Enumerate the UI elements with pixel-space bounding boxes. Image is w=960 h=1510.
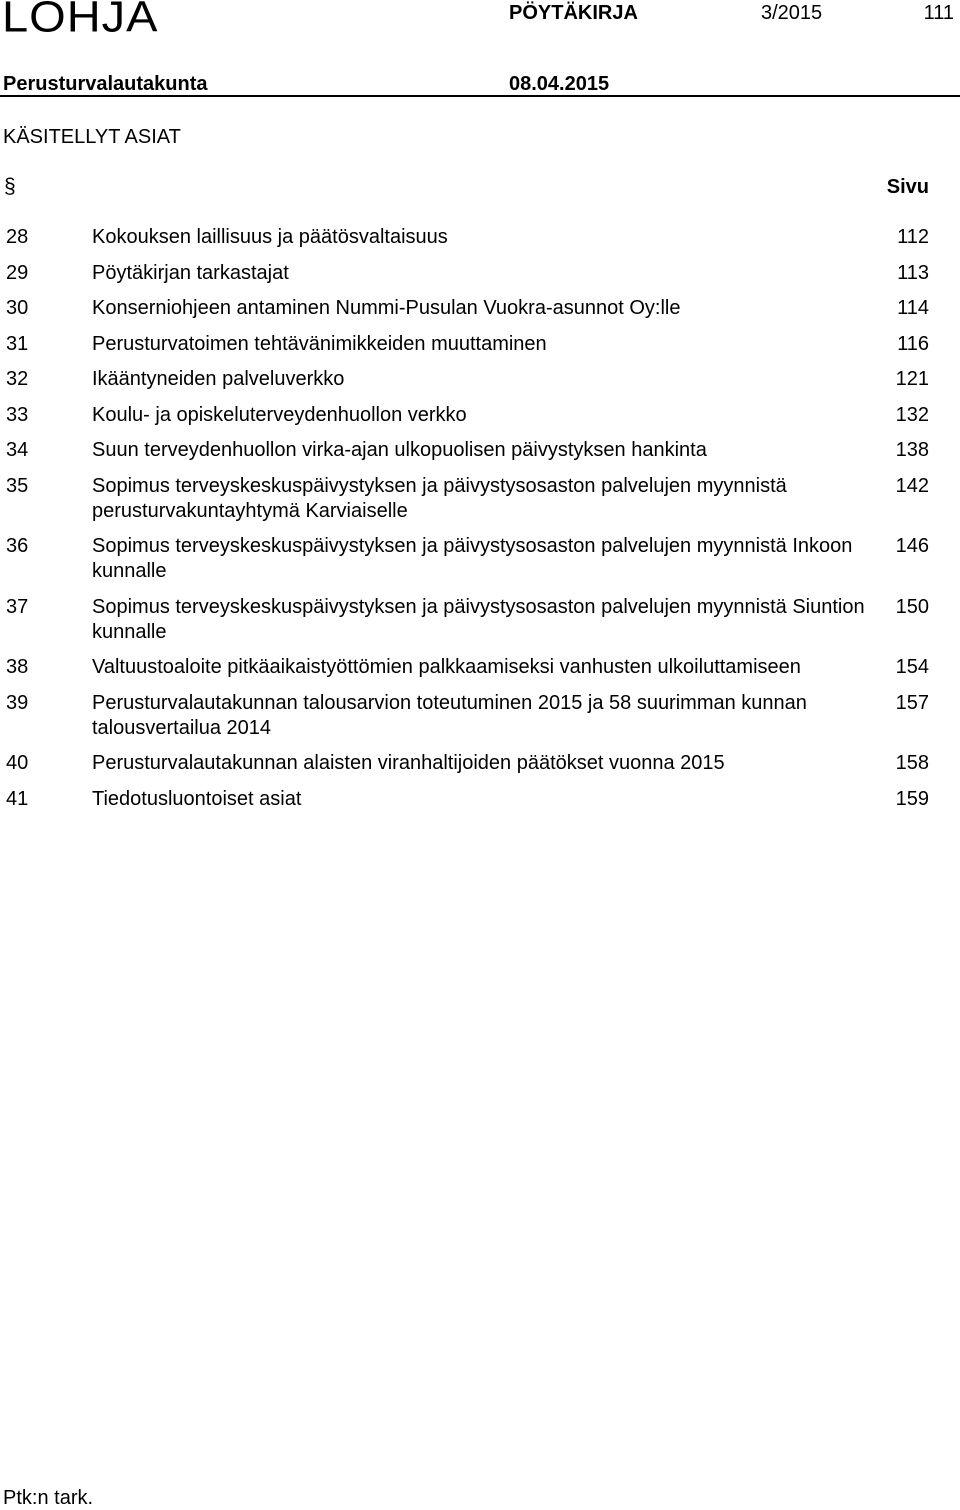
item-number: 33 bbox=[6, 403, 29, 426]
item-title: Valtuustoaloite pitkäaikaistyöttömien palkkaamiseksi vanhusten ulkoiluttamiseen bbox=[92, 656, 801, 678]
item-number: 28 bbox=[6, 226, 29, 248]
item-page: 159 bbox=[895, 787, 929, 810]
document-type: PÖYTÄKIRJA bbox=[509, 2, 638, 24]
item-page: 157 bbox=[895, 691, 929, 714]
toc-item bbox=[0, 438, 960, 463]
item-page: 154 bbox=[895, 656, 929, 678]
item-title: Perusturvatoimen tehtävänimikkeiden muuttaminen bbox=[92, 332, 547, 355]
item-page: 116 bbox=[897, 332, 929, 355]
item-title: Pöytäkirjan tarkastajat bbox=[92, 261, 289, 284]
item-title: Tiedotusluontoiset asiat bbox=[92, 787, 302, 810]
item-number: 29 bbox=[6, 261, 29, 284]
item-number: 39 bbox=[6, 691, 29, 714]
item-page: 138 bbox=[895, 439, 929, 461]
contents-list bbox=[0, 225, 960, 822]
item-number: 35 bbox=[6, 474, 29, 497]
document-number: 3/2015 bbox=[761, 2, 823, 24]
item-title: Perusturvalautakunnan talousarvion toteutuminen 2015 ja 58 suurimman kunnan talousvertailua 2014 bbox=[92, 691, 807, 739]
item-title: Perusturvalautakunnan alaisten viranhaltijoiden päätökset vuonna 2015 bbox=[92, 752, 725, 774]
item-page: 142 bbox=[895, 474, 929, 497]
toc-item bbox=[0, 534, 960, 584]
item-title: Koulu- ja opiskeluterveydenhuollon verkko bbox=[92, 403, 467, 426]
toc-item bbox=[0, 655, 960, 680]
page-column-heading: Sivu bbox=[886, 176, 929, 198]
toc-item bbox=[0, 595, 960, 645]
item-number: 37 bbox=[6, 595, 29, 618]
item-title: Sopimus terveyskeskuspäivystyksen ja päivystysosaston palvelujen myynnistä Inkoon kunnalle bbox=[92, 535, 853, 582]
toc-item bbox=[0, 225, 960, 250]
item-page: 112 bbox=[897, 226, 929, 248]
meeting-date: 08.04.2015 bbox=[509, 73, 610, 95]
item-title: Ikääntyneiden palveluverkko bbox=[92, 368, 345, 390]
item-page: 132 bbox=[895, 403, 929, 426]
lohja-logo: LOHJA bbox=[2, 0, 159, 41]
toc-item bbox=[0, 787, 960, 812]
item-title: Konserniohjeen antaminen Nummi-Pusulan Vuokra-asunnot Oy:lle bbox=[92, 297, 681, 319]
header-divider bbox=[0, 95, 960, 97]
toc-item bbox=[0, 296, 960, 321]
page-number: 111 bbox=[923, 2, 954, 24]
item-page: 146 bbox=[895, 535, 929, 557]
minutes-checker-note: Ptk:n tark. bbox=[3, 1487, 94, 1509]
item-page: 121 bbox=[895, 368, 929, 390]
section-heading: KÄSITELLYT ASIAT bbox=[3, 126, 181, 148]
item-number: 40 bbox=[6, 752, 29, 774]
toc-item bbox=[0, 691, 960, 741]
toc-item bbox=[0, 332, 960, 357]
toc-item bbox=[0, 261, 960, 286]
section-sign-icon: § bbox=[4, 175, 16, 198]
item-title: Sopimus terveyskeskuspäivystyksen ja päivystysosaston palvelujen myynnistä perusturvakuntayhtymä Karviaiselle bbox=[92, 474, 787, 522]
item-title: Kokouksen laillisuus ja päätösvaltaisuus bbox=[92, 226, 448, 248]
item-page: 114 bbox=[897, 297, 929, 319]
toc-item bbox=[0, 367, 960, 392]
committee-name: Perusturvalautakunta bbox=[3, 73, 208, 95]
item-title: Sopimus terveyskeskuspäivystyksen ja päivystysosaston palvelujen myynnistä Siuntion kunnalle bbox=[92, 595, 865, 643]
item-number: 30 bbox=[6, 297, 29, 319]
item-number: 36 bbox=[6, 535, 29, 557]
item-number: 34 bbox=[6, 439, 29, 461]
item-page: 150 bbox=[895, 595, 929, 618]
toc-item bbox=[0, 751, 960, 776]
item-page: 158 bbox=[895, 752, 929, 774]
toc-item bbox=[0, 403, 960, 428]
item-number: 32 bbox=[6, 368, 29, 390]
item-number: 41 bbox=[6, 787, 29, 810]
item-page: 113 bbox=[897, 261, 929, 284]
toc-item bbox=[0, 474, 960, 524]
item-title: Suun terveydenhuollon virka-ajan ulkopuolisen päivystyksen hankinta bbox=[92, 439, 707, 461]
item-number: 31 bbox=[6, 332, 29, 355]
item-number: 38 bbox=[6, 656, 29, 678]
